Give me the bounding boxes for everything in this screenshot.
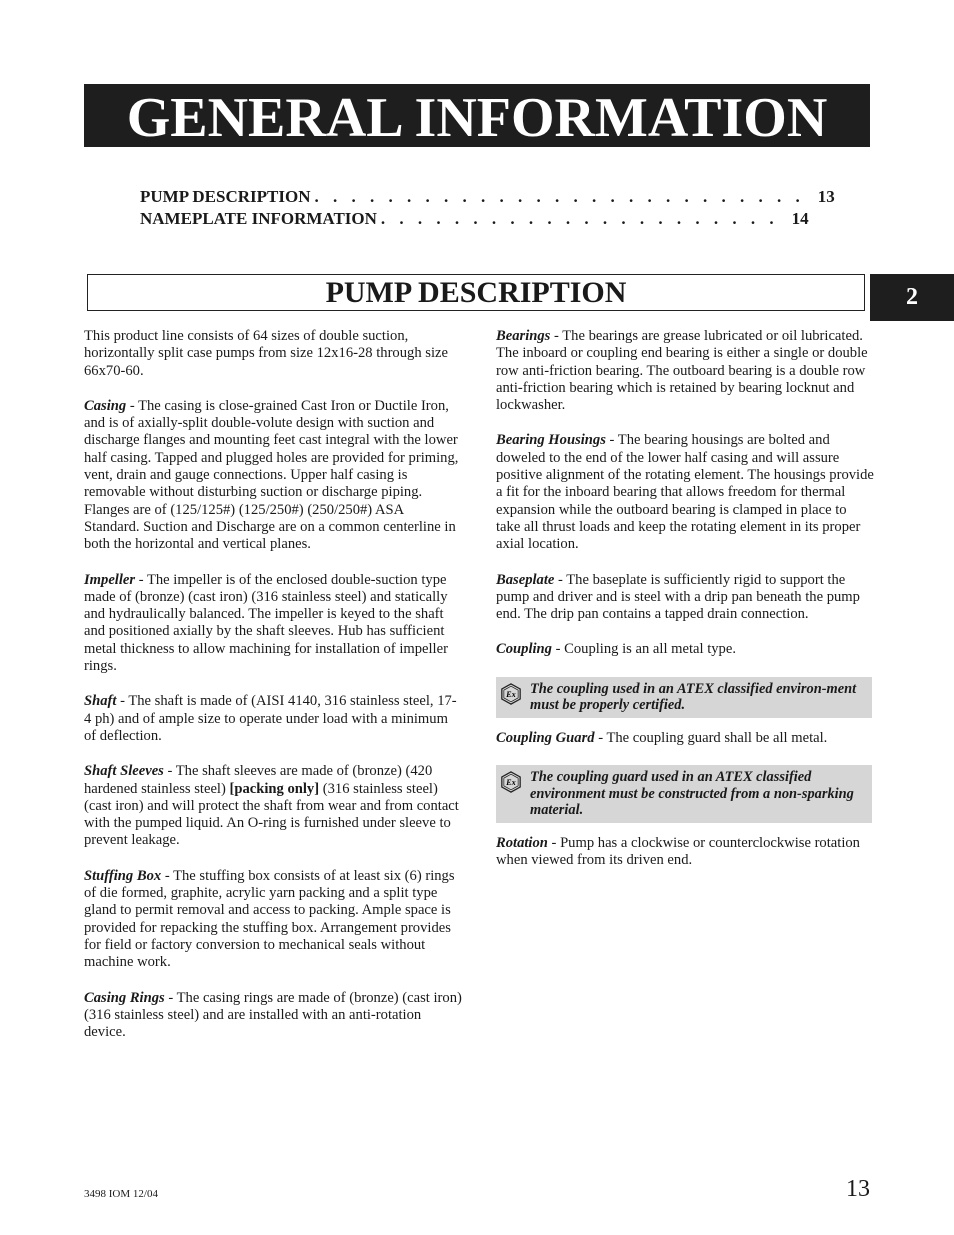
page-number: 13 xyxy=(846,1176,870,1202)
stuffing-box-term: Stuffing Box xyxy=(84,867,162,884)
shaft-text: - The shaft is made of (AISI 4140, 316 stainless steel, 17-4 ph) and of ample size to operate under load with a minimum of deflection. xyxy=(84,693,457,744)
baseplate-paragraph xyxy=(496,572,874,624)
toc-leader-dots: . . . . . . . . . . . . . . . . . . . . . . . . . . . xyxy=(314,187,805,206)
svg-text:Ex: Ex xyxy=(506,689,516,699)
casing-rings-term: Casing Rings xyxy=(84,989,165,1006)
shaft-sleeves-term: Shaft Sleeves xyxy=(84,763,164,780)
bearings-paragraph xyxy=(496,328,874,414)
toc-label: PUMP DESCRIPTION xyxy=(140,187,311,206)
coupling-guard-text: - The coupling guard shall be all metal. xyxy=(594,729,828,746)
shaft-paragraph xyxy=(84,693,462,745)
bearing-housings-text: - The bearing housings are bolted and doweled to the end of the lower half casing and will assure positive alignment of the rotating element. The housings provide a fit for the inboard bearing that allows freedom for thermal expansion while the outboard bearing is clamped in place to take all thrust loads and keep the rotating element in its proper axial location. xyxy=(496,432,874,553)
shaft-term: Shaft xyxy=(84,693,117,710)
baseplate-term: Baseplate xyxy=(496,571,555,588)
impeller-text: - The impeller is of the enclosed double-suction type made of (bronze) (cast iron) (316 stainless steel) and statically and hydraulically balanced. The impeller is keyed to the shaft and positioned axially by the shaft sleeves. Hub has sufficient metal thickness to allow machining for installation of impeller rings. xyxy=(84,571,448,675)
toc-page-number: 14 xyxy=(791,209,809,228)
bearings-term: Bearings xyxy=(496,328,551,344)
chapter-tab: 2 xyxy=(870,274,954,321)
atex-coupling-note-text: The coupling used in an ATEX classified environ-ment must be properly certified. xyxy=(530,680,857,714)
toc-label: NAMEPLATE INFORMATION xyxy=(140,209,377,228)
intro-paragraph: This product line consists of 64 sizes of double suction, horizontally split case pumps from size 12x16-28 through size 66x70-60. xyxy=(84,328,448,379)
section-heading: PUMP DESCRIPTION xyxy=(325,275,627,309)
casing-term: Casing xyxy=(84,397,127,414)
packing-only-label: [packing only] xyxy=(229,780,320,797)
coupling-paragraph xyxy=(496,641,874,658)
shaft-sleeves-text: - The shaft sleeves are made of (bronze) (420 hardened stainless steel) xyxy=(84,763,433,797)
rotation-paragraph xyxy=(496,835,874,870)
coupling-guard-paragraph xyxy=(496,730,874,747)
stuffing-box-text: - The stuffing box consists of at least six (6) rings of die formed, graphite, acrylic yarn packing and a split type gland to permit removal and access to packing. Ample space is provided for repacking the stuffing box. Arrangement provides for field or factory conversion to mechanical seals without machine work. xyxy=(84,867,455,971)
atex-guard-note xyxy=(496,765,872,823)
toc-entry[interactable] xyxy=(140,208,809,230)
casing-text: - The casing is close-grained Cast Iron or Ductile Iron, and is of axially-split double-volute design with suction and discharge flanges and mounting feet cast integral with the lower half casing. Tapped and plugged holes are provided for priming, vent, drain and gauge connections. Upper half casing is removable without disturbing suction or discharge piping. Flanges are of (125/125#) (125/250#) (250/250#) ASA Standard. Suction and Discharge are on a common centerline in both the horizontal and vertical planes. xyxy=(84,397,459,553)
shaft-sleeves-paragraph xyxy=(84,763,462,849)
bearing-housings-paragraph xyxy=(496,432,874,553)
coupling-text: - Coupling is an all metal type. xyxy=(551,641,736,658)
ex-hexagon-icon xyxy=(500,771,522,793)
left-column xyxy=(84,328,462,1059)
toc-leader-dots: . . . . . . . . . . . . . . . . . . . . . . xyxy=(380,209,779,228)
stuffing-box-paragraph xyxy=(84,868,462,972)
baseplate-text: - The baseplate is sufficiently rigid to support the pump and driver and is steel with a drip pan beneath the pump end. The drip pan contains a tapped drain connection. xyxy=(496,571,860,623)
shaft-sleeves-text-continued: (316 stainless steel)(cast iron) and will protect the shaft from wear and from contact with the pumped liquid. An O-ring is furnished under sleeve to prevent leakage. xyxy=(84,780,459,849)
table-of-contents xyxy=(140,186,835,230)
bearings-text: - The bearings are grease lubricated or oil lubricated. The inboard or coupling end bearing is either a single or double row anti-friction bearing. The outboard bearing is a double row anti-friction bearing which is retained by bearing locknut and lockwasher. xyxy=(496,328,868,414)
impeller-paragraph xyxy=(84,572,462,676)
coupling-term: Coupling xyxy=(496,641,552,658)
section-heading-box xyxy=(87,274,865,311)
casing-rings-paragraph xyxy=(84,990,462,1042)
svg-text:Ex: Ex xyxy=(506,778,516,788)
casing-rings-text: - The casing rings are made of (bronze) (cast iron) (316 stainless steel) and are installed with an anti-rotation device. xyxy=(84,989,462,1041)
impeller-term: Impeller xyxy=(84,571,136,588)
bearing-housings-term: Bearing Housings xyxy=(496,432,606,449)
page-title: GENERAL INFORMATION xyxy=(126,86,828,149)
casing-paragraph xyxy=(84,398,462,554)
document-code: 3498 IOM 12/04 xyxy=(84,1188,158,1200)
atex-guard-note-text: The coupling guard used in an ATEX classified environment must be constructed from a non-sparking material. xyxy=(530,769,854,819)
page-title-banner xyxy=(84,84,870,147)
rotation-text: - Pump has a clockwise or counterclockwise rotation when viewed from its driven end. xyxy=(496,834,860,868)
rotation-term: Rotation xyxy=(496,834,548,851)
coupling-guard-term: Coupling Guard xyxy=(496,729,595,746)
toc-entry[interactable] xyxy=(140,186,835,208)
right-column xyxy=(496,328,874,887)
toc-page-number: 13 xyxy=(817,187,835,206)
atex-coupling-note xyxy=(496,677,872,718)
ex-hexagon-icon xyxy=(500,683,522,705)
